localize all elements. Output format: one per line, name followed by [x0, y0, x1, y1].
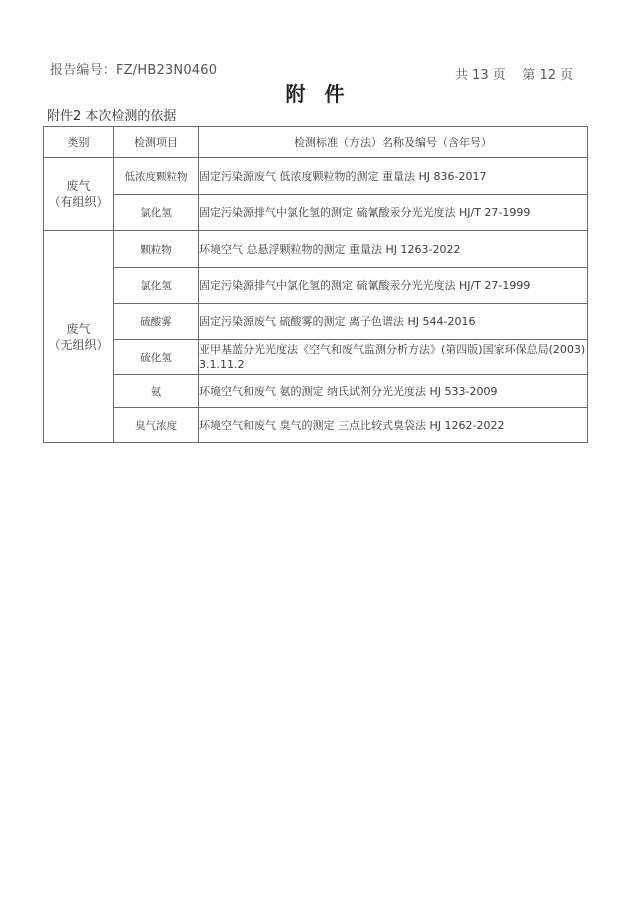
report-number: 报告编号：FZ/HB23N0460 — [50, 63, 218, 78]
test-item-cell: 氯化氢 — [114, 268, 199, 304]
table-row — [44, 268, 588, 304]
category-cell-unorganized — [44, 231, 114, 443]
standard-cell: 环境空气和废气 臭气的测定 三点比较式臭袋法 HJ 1262-2022 — [199, 408, 588, 443]
test-basis-table — [43, 126, 588, 443]
category-cell-organized — [44, 158, 114, 231]
page-counter: 共 13 页 第 12 页 — [455, 68, 574, 83]
page-title: 附 件 — [285, 82, 351, 106]
standard-cell: 固定污染源废气 硫酸雾的测定 离子色谱法 HJ 544-2016 — [199, 304, 588, 340]
table-row — [44, 375, 588, 408]
standard-cell: 固定污染源排气中氯化氢的测定 硫氰酸汞分光光度法 HJ/T 27-1999 — [199, 195, 588, 231]
test-item-cell: 低浓度颗粒物 — [114, 158, 199, 195]
standard-cell: 固定污染源排气中氯化氢的测定 硫氰酸汞分光光度法 HJ/T 27-1999 — [199, 268, 588, 304]
standard-cell: 固定污染源废气 低浓度颗粒物的测定 重量法 HJ 836-2017 — [199, 158, 588, 195]
test-item-cell: 氨 — [114, 375, 199, 408]
category-label: 废气 — [66, 321, 91, 336]
test-item-cell: 臭气浓度 — [114, 408, 199, 443]
table-row — [44, 304, 588, 340]
table-header-row — [44, 127, 588, 158]
header-category: 类别 — [44, 127, 114, 158]
header-test-item: 检测项目 — [114, 127, 199, 158]
standard-cell: 亚甲基蓝分光光度法《空气和废气监测分析方法》(第四版)国家环保总局(2003) 3.1.11.2 — [199, 340, 588, 375]
category-sublabel: （有组织） — [48, 195, 109, 209]
category-sublabel: （无组织） — [48, 337, 109, 352]
table-row — [44, 231, 588, 268]
header-standard: 检测标准（方法）名称及编号（含年号） — [199, 127, 588, 158]
standard-cell: 环境空气 总悬浮颗粒物的测定 重量法 HJ 1263-2022 — [199, 231, 588, 268]
table-row — [44, 195, 588, 231]
table-row — [44, 340, 588, 375]
test-item-cell: 颗粒物 — [114, 231, 199, 268]
table-row — [44, 408, 588, 443]
table-row — [44, 158, 588, 195]
category-label: 废气 — [66, 179, 91, 193]
section-subtitle: 附件2 本次检测的依据 — [47, 109, 177, 124]
standard-cell: 环境空气和废气 氨的测定 纳氏试剂分光光度法 HJ 533-2009 — [199, 375, 588, 408]
test-item-cell: 硫酸雾 — [114, 304, 199, 340]
test-item-cell: 硫化氢 — [114, 340, 199, 375]
test-item-cell: 氯化氢 — [114, 195, 199, 231]
